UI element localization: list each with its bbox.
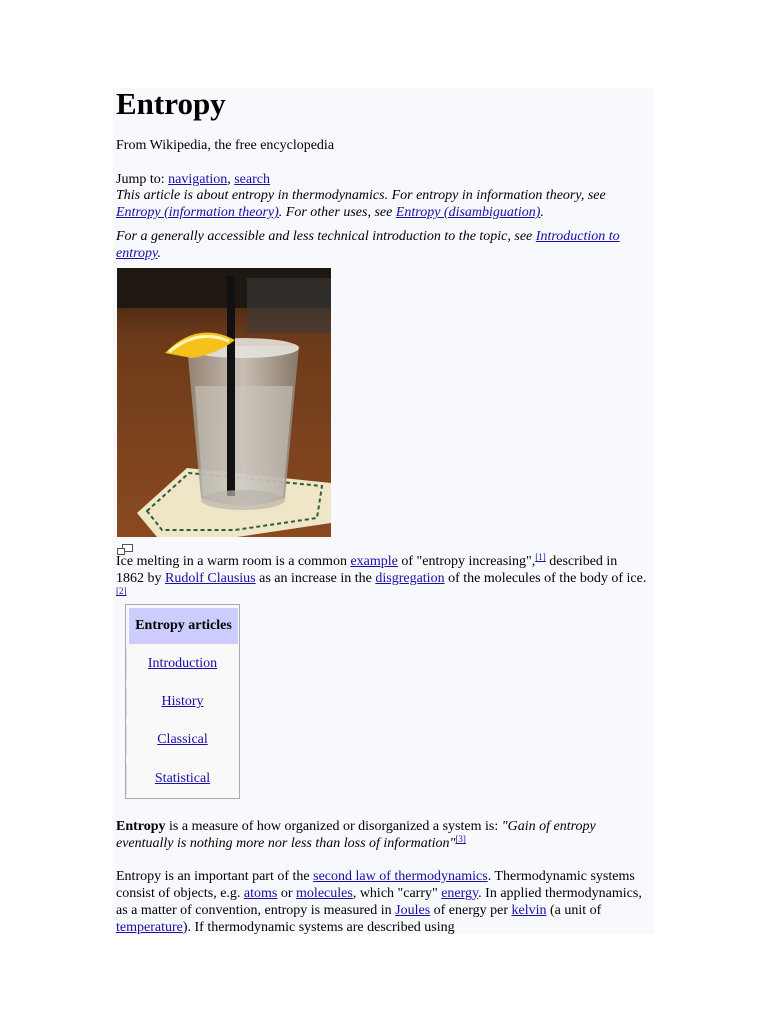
jump-search-link[interactable]: search: [234, 172, 270, 187]
introduction-to-entropy-link[interactable]: Introduction to entropy: [116, 229, 620, 261]
entropy-articles-infobox: [125, 604, 240, 799]
tagline: From Wikipedia, the free encyclopedia: [116, 138, 335, 153]
entropy-disambiguation-link[interactable]: Entropy (disambiguation): [395, 205, 541, 220]
kelvin-link[interactable]: kelvin: [511, 903, 547, 918]
page-title: Entropy: [116, 86, 226, 121]
hatnote-disambiguation: This article is about entropy in thermodynamics. For entropy in information theory, see Entropy (information theory). For other uses, see Entropy (disambiguation).: [116, 188, 606, 220]
ref-2-link[interactable]: [2]: [116, 586, 127, 596]
body-paragraph: Entropy is an important part of the second law of thermodynamics. Thermodynamic systems consist of objects, e.g. atoms or molecules, which "carry" energy. In applied thermodynamics, as a matter of convention, entropy is measured in Joules of energy per kelvin (a unit of temperature). If thermodynamic systems are described using: [116, 869, 642, 935]
infobox-row: [126, 685, 239, 719]
temperature-link[interactable]: temperature: [116, 920, 183, 935]
joules-link[interactable]: Joules: [395, 903, 431, 918]
infobox-header: Entropy articles: [129, 608, 238, 644]
second-law-link[interactable]: second law of thermodynamics: [313, 869, 488, 884]
jump-links: Jump to: navigation, search: [116, 172, 270, 187]
infobox-statistical-link[interactable]: Statistical: [154, 771, 211, 786]
example-link[interactable]: example: [350, 554, 398, 569]
infobox-row: [126, 647, 239, 681]
rudolf-clausius-link[interactable]: Rudolf Clausius: [165, 571, 256, 586]
molecules-link[interactable]: molecules: [296, 886, 353, 901]
infobox-row: [126, 723, 239, 757]
infobox-history-link[interactable]: History: [161, 694, 204, 709]
lead-paragraph: Entropy is a measure of how organized or disorganized a system is: "Gain of entropy eventually is nothing more nor less than loss of information"[3]: [116, 819, 596, 851]
disgregation-link[interactable]: disgregation: [375, 571, 445, 586]
enlarge-icon[interactable]: [117, 542, 133, 553]
image-caption: Ice melting in a warm room is a common example of "entropy increasing",[1] described in 1862 by Rudolf Clausius as an increase in the disgregation of the molecules of the body of ice.[2]: [116, 552, 647, 596]
hatnote-introduction: For a generally accessible and less technical introduction to the topic, see Introduction to entropy.: [116, 229, 620, 261]
infobox-classical-link[interactable]: Classical: [157, 732, 208, 747]
infobox-introduction-link[interactable]: Introduction: [147, 656, 218, 671]
ice-glass-illustration: [117, 268, 331, 537]
entropy-information-theory-link[interactable]: Entropy (information theory): [116, 205, 279, 220]
atoms-link[interactable]: atoms: [243, 886, 278, 901]
infobox-row: [126, 762, 239, 796]
ref-3-link[interactable]: [3]: [455, 834, 466, 844]
energy-link[interactable]: energy: [441, 886, 479, 901]
jump-navigation-link[interactable]: navigation: [168, 172, 228, 187]
ice-melting-photo[interactable]: [117, 268, 331, 537]
ref-1-link[interactable]: [1]: [535, 552, 546, 562]
